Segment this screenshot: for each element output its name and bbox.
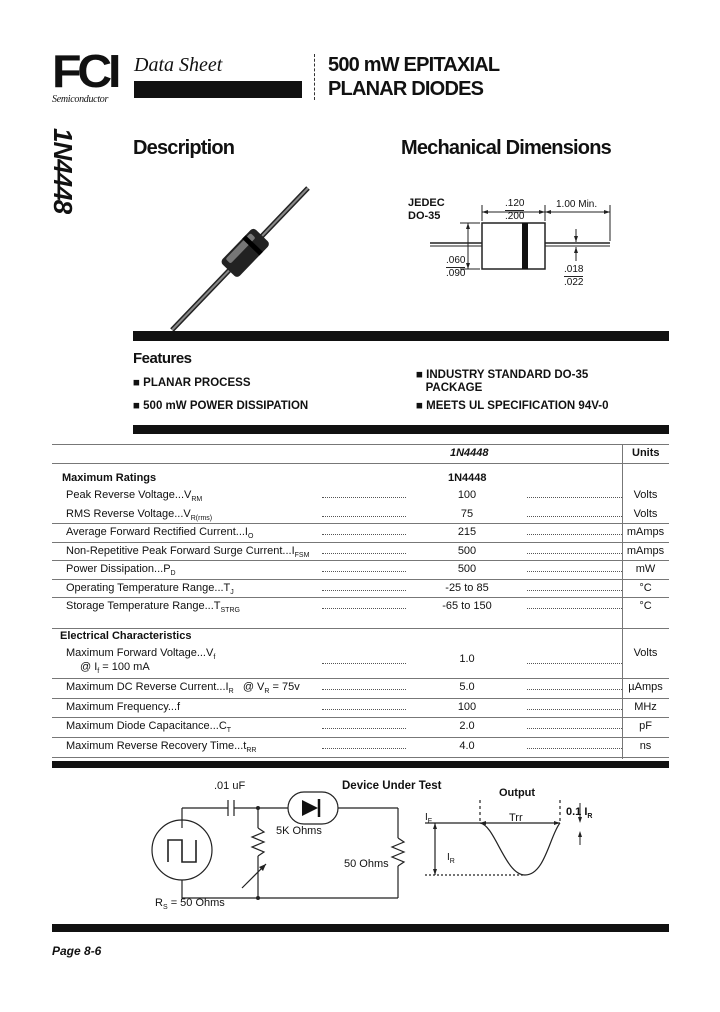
vf-unit: Volts — [633, 647, 658, 659]
row-label — [66, 582, 234, 596]
elec-title: Electrical Characteristics — [60, 630, 192, 642]
row-extra-post: = 75v — [272, 681, 300, 693]
rs-sub: S — [162, 904, 168, 911]
test-circuit — [140, 780, 420, 905]
datasheet-label: Data Sheet — [134, 54, 223, 76]
feature-label: MEETS UL SPECIFICATION 94V-0 — [426, 400, 609, 412]
if-label — [425, 812, 432, 825]
page-number: Page 8-6 — [52, 944, 102, 958]
row-label-text: Maximum DC Reverse Current...I — [66, 681, 229, 693]
row-label-sub: FSM — [294, 551, 310, 559]
row-unit: ns — [639, 739, 652, 752]
table-bottom-bar — [52, 761, 669, 768]
rs-label — [155, 897, 225, 911]
row-label-text: Operating Temperature Range...T — [66, 581, 231, 594]
vf-label-sub: f — [213, 654, 216, 661]
tenth-text: 0.1 I — [566, 806, 588, 818]
table-header-units: Units — [632, 447, 660, 459]
features-heading: Features — [133, 350, 192, 367]
feature-label: PACKAGE — [425, 382, 483, 394]
header-divider — [314, 54, 315, 100]
description-heading: Description — [133, 137, 235, 159]
row-label-text: Power Dissipation...P — [66, 563, 171, 575]
row-label-sub: T — [226, 727, 232, 734]
section-rule — [52, 628, 669, 629]
row-unit: mAmps — [626, 544, 665, 557]
page-title-line1: 500 mW EPITAXIAL — [328, 54, 500, 76]
tenth-ir-label — [566, 806, 592, 820]
row-unit: MHz — [634, 700, 657, 713]
row-label-text: Maximum Frequency...f — [66, 700, 181, 713]
lead-dia-min: .018 — [564, 264, 584, 275]
ir-label — [447, 852, 455, 865]
table-row — [52, 487, 669, 505]
diode-illustration — [160, 180, 320, 340]
row-label-sub: D — [170, 570, 176, 577]
row-unit: °C — [639, 600, 652, 612]
row-label-text: Peak Reverse Voltage...V — [66, 489, 192, 501]
feature-item: ■ PLANAR PROCESS — [133, 377, 251, 389]
lead-length: 1.00 Min. — [556, 199, 598, 210]
table-row — [52, 598, 669, 616]
row-label-text: Average Forward Rectified Current...I — [66, 526, 248, 538]
table-row — [52, 699, 669, 717]
logo — [52, 45, 124, 105]
lead-dia-max: .022 — [564, 277, 584, 288]
row-label-text: Maximum Reverse Recovery Time...t — [66, 739, 247, 752]
vf-label — [66, 647, 215, 661]
if-text: I — [425, 812, 428, 823]
body-dia-max: .090 — [446, 268, 466, 279]
part-number-vertical: 1N4448 — [48, 128, 78, 214]
row-label — [66, 526, 253, 540]
feature-item: ■ MEETS UL SPECIFICATION 94V-0 — [416, 400, 609, 412]
table-row — [52, 738, 669, 756]
row-label-sub: R(rms) — [190, 514, 213, 522]
row-unit: pF — [639, 720, 652, 732]
row-label-text: Non-Repetitive Peak Forward Surge Current...I — [66, 544, 295, 557]
row-label — [66, 545, 309, 559]
row-value: 500 — [407, 563, 527, 575]
vf-cond-post: = 100 mA — [102, 661, 150, 673]
row-label — [66, 740, 256, 754]
row-label — [66, 563, 176, 577]
row-label — [66, 508, 212, 522]
row-unit: µAmps — [628, 681, 663, 693]
table-row — [52, 679, 669, 697]
row-unit: mAmps — [626, 526, 665, 538]
vf-row — [52, 645, 669, 679]
cap-label: .01 uF — [214, 780, 246, 792]
feature-label: 500 mW POWER DISSIPATION — [143, 400, 309, 412]
vf-condition — [80, 661, 150, 675]
vf-cond-sub: f — [97, 668, 100, 675]
feature-label: PLANAR PROCESS — [143, 377, 251, 389]
row-value: 500 — [407, 545, 527, 557]
row-label — [66, 701, 180, 715]
row-label-text: Storage Temperature Range...T — [66, 600, 221, 612]
row-unit: mW — [635, 563, 656, 575]
vf-label-text: Maximum Forward Voltage...V — [66, 647, 214, 659]
row-label-sub: RM — [191, 496, 203, 503]
logo-subtitle: Semiconductor — [52, 94, 109, 105]
package-label: DO-35 — [408, 210, 441, 222]
body-dia-min: .060 — [446, 255, 466, 266]
table-header-part: 1N4448 — [450, 447, 489, 459]
row-unit: Volts — [633, 507, 658, 520]
vf-value: 1.0 — [407, 653, 527, 665]
tenth-sub: R — [587, 813, 593, 820]
table-row — [52, 543, 669, 561]
row-extra-sub: R — [264, 688, 270, 695]
mechanical-heading: Mechanical Dimensions — [401, 137, 611, 159]
row-value: 4.0 — [407, 740, 527, 752]
features-bottom-bar — [133, 425, 669, 434]
row-value: 100 — [407, 701, 527, 713]
row-value: 215 — [407, 526, 527, 538]
vf-cond-pre: @ I — [80, 661, 98, 673]
max-ratings-column: 1N4448 — [448, 472, 487, 484]
row-label-text: RMS Reverse Voltage...V — [66, 507, 191, 520]
row-label-sub: J — [230, 588, 234, 596]
trr-label: Trr — [509, 812, 523, 824]
row-value: 75 — [407, 508, 527, 520]
row-label-sub: RR — [246, 746, 257, 754]
row-label — [66, 720, 231, 734]
if-sub: F — [427, 818, 433, 825]
features-top-bar — [133, 331, 669, 341]
output-label: Output — [499, 787, 536, 799]
row-label-sub: O — [247, 533, 254, 540]
row-value: 100 — [407, 489, 527, 501]
table-row — [52, 718, 669, 736]
row-label — [66, 489, 202, 503]
row-label — [66, 681, 300, 695]
max-ratings-title: Maximum Ratings — [62, 472, 157, 484]
row-unit: °C — [639, 581, 652, 594]
table-row — [52, 561, 669, 579]
row-label-text: Maximum Diode Capacitance...C — [66, 720, 227, 732]
row-label — [66, 600, 240, 614]
body-length-max: .200 — [505, 211, 525, 222]
row-value: 5.0 — [407, 681, 527, 693]
body-length-min: .120 — [505, 198, 525, 209]
r2-label: 50 Ohms — [344, 858, 389, 870]
footer-bar — [52, 924, 669, 932]
row-value: -65 to 150 — [407, 600, 527, 612]
page-title-line2: PLANAR DIODES — [328, 78, 484, 100]
feature-label: INDUSTRY STANDARD DO-35 — [426, 369, 589, 381]
ir-sub: R — [449, 858, 455, 865]
ir-text: I — [447, 852, 450, 863]
rs-post: = 50 Ohms — [170, 897, 225, 909]
table-top-rule — [52, 444, 669, 445]
row-label-sub: STRG — [220, 607, 240, 614]
row-unit: Volts — [633, 489, 658, 501]
row-extra: @ V — [242, 681, 265, 693]
dut-label: Device Under Test — [342, 780, 442, 792]
logo-text: FCI — [52, 45, 118, 97]
table-row — [52, 506, 669, 524]
feature-item: ■ INDUSTRY STANDARD DO-35 PACKAGE — [416, 369, 589, 394]
feature-item: ■ 500 mW POWER DISSIPATION — [133, 400, 309, 412]
header-bar — [134, 81, 302, 98]
table-row — [52, 524, 669, 542]
table-bottom-rule — [52, 757, 669, 758]
table-row — [52, 580, 669, 598]
row-value: 2.0 — [407, 720, 527, 732]
table-header-rule — [52, 463, 669, 464]
r1-label: 5K Ohms — [276, 825, 322, 837]
row-value: -25 to 85 — [407, 582, 527, 594]
rs-pre: R — [155, 897, 163, 909]
jedec-label: JEDEC — [408, 197, 445, 209]
dimension-drawing — [430, 195, 620, 295]
row-label-sub: R — [228, 688, 234, 695]
